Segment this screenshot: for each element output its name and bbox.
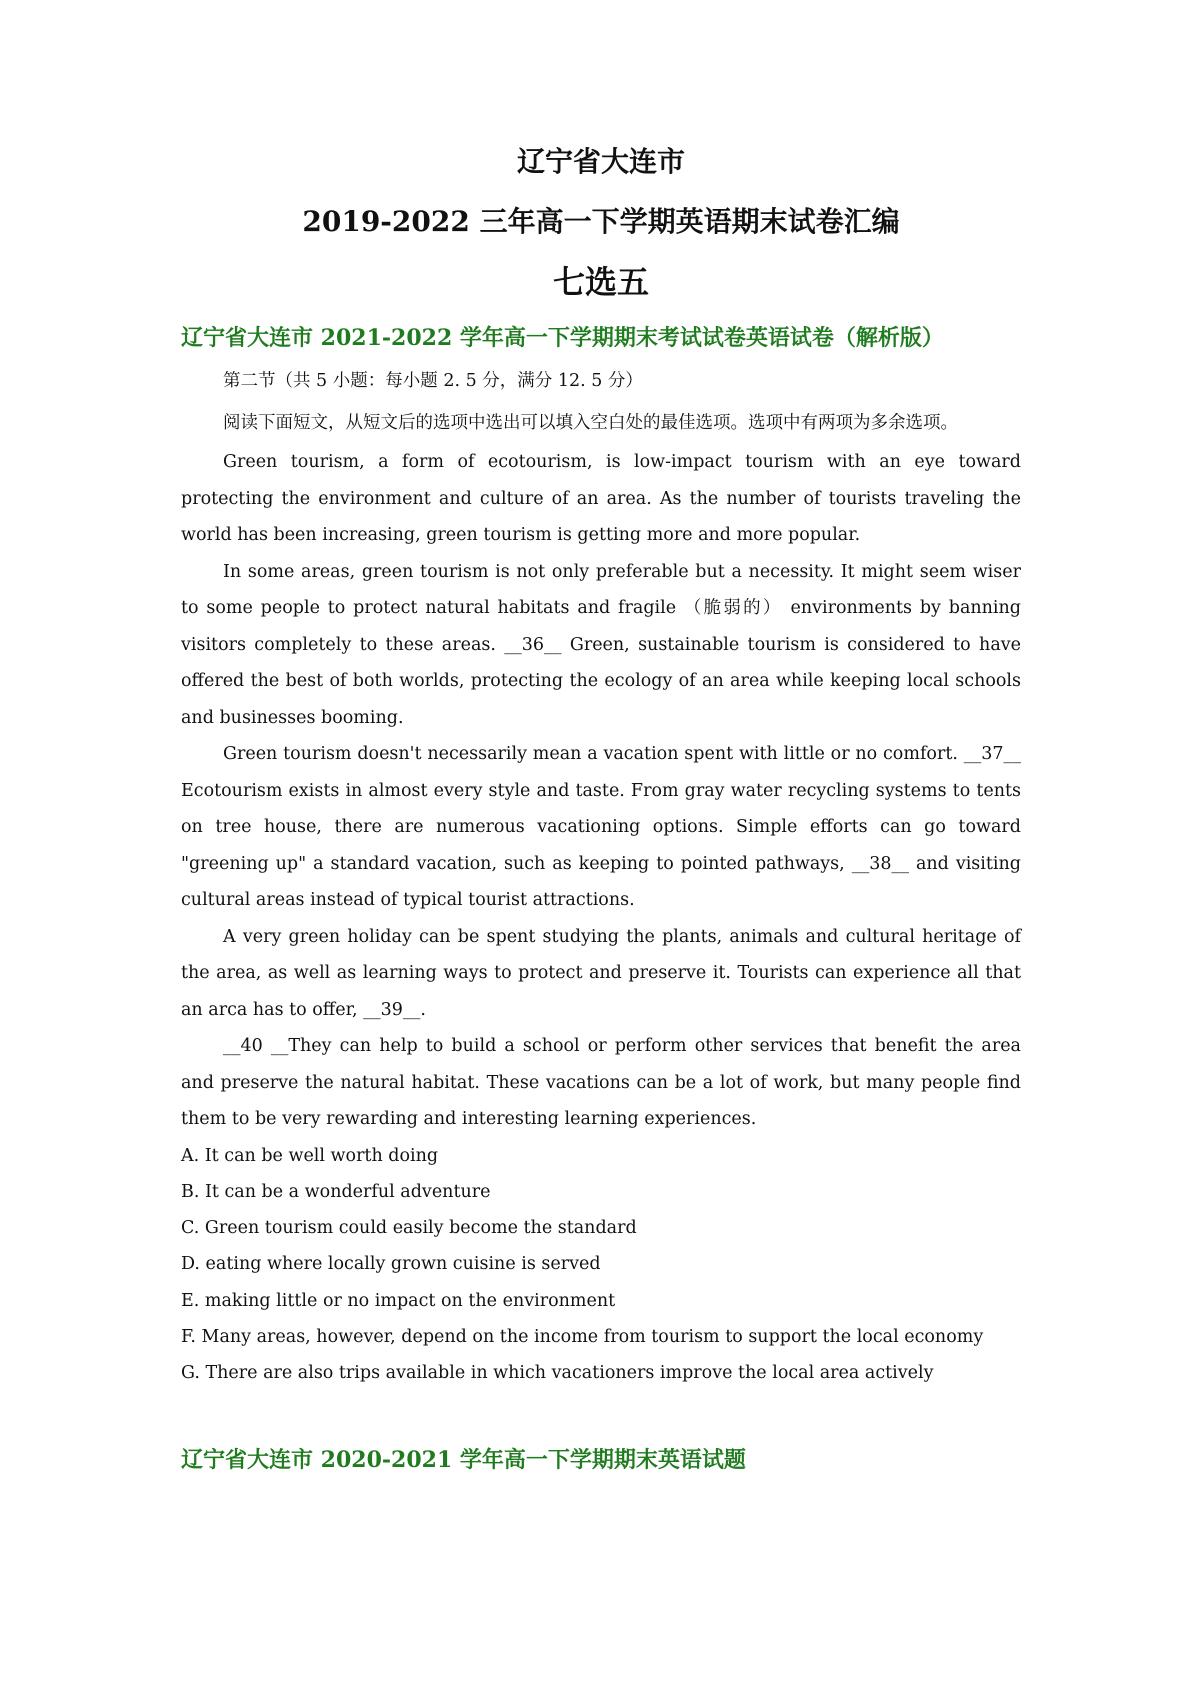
document-title-region: 辽宁省大连市 xyxy=(516,145,685,178)
option-d: D. eating where locally grown cuisine is served xyxy=(181,1254,601,1275)
document-title-range: 2019-2022 三年高一下学期英语期末试卷汇编 xyxy=(302,205,900,238)
option-g: G. There are also trips available in which vacationers improve the local area actively xyxy=(181,1363,934,1384)
document-title-type: 七选五 xyxy=(552,263,649,301)
answer-options xyxy=(181,1138,1021,1392)
option-f: F. Many areas, however, depend on the income from tourism to support the local economy xyxy=(181,1326,984,1347)
section-subheading: 第二节（共 5 小题：每小题 2. 5 分，满分 12. 5 分） xyxy=(223,371,643,391)
section-heading-2020-2021: 辽宁省大连市 2020-2021 学年高一下学期期末英语试题 xyxy=(181,1446,746,1473)
document-page xyxy=(181,140,1021,1476)
passage-paragraph-1: Green tourism, a form of ecotourism, is low-impact tourism with an eye toward protecting the environment and culture of an area. As the number of tourists traveling the world has been increasing, green tourism is getting more and more popular. xyxy=(181,452,1021,545)
option-a: A. It can be well worth doing xyxy=(181,1145,439,1166)
section-heading-2021-2022: 辽宁省大连市 2021-2022 学年高一下学期期末考试试卷英语试卷（解析版） xyxy=(181,325,944,351)
passage-paragraph-4: A very green holiday can be spent studying the plants, animals and cultural heritage of the area, as well as learning ways to protect and preserve it. Tourists can experience all that an arca has to offer, __39__. xyxy=(181,926,1021,1020)
passage-paragraph-3: Green tourism doesn't necessarily mean a vacation spent with little or no comfort. __37__ Ecotourism exists in almost every style and taste. From gray water recycling systems to tents on tree house, there are numerous vacationing options. Simple efforts can go toward "greening up" a standard vacation, such as keeping to pointed pathways, __38__ and visiting cultural areas instead of typical tourist attractions. xyxy=(181,744,1021,910)
option-c: C. Green tourism could easily become the standard xyxy=(181,1218,637,1239)
option-e: E. making little or no impact on the environment xyxy=(181,1290,616,1311)
passage-paragraph-2: In some areas, green tourism is not only preferable but a necessity. It might seem wiser to some people to protect natural habitats and fragile （脆弱的） environments by banning visitors completely to these areas. __36__ Green, sustainable tourism is considered to have offered the best of both worlds, protecting the ecology of an area while keeping local schools and businesses booming. xyxy=(181,561,1021,728)
option-b: B. It can be a wonderful adventure xyxy=(181,1181,491,1202)
passage-paragraph-5: __40 __They can help to build a school or perform other services that benefit the area and preserve the natural habitat. These vacations can be a lot of work, but many people find them to be very rewarding and interesting learning experiences. xyxy=(181,1036,1021,1129)
instructions: 阅读下面短文，从短文后的选项中选出可以填入空白处的最佳选项。选项中有两项为多余选项。 xyxy=(223,413,958,433)
